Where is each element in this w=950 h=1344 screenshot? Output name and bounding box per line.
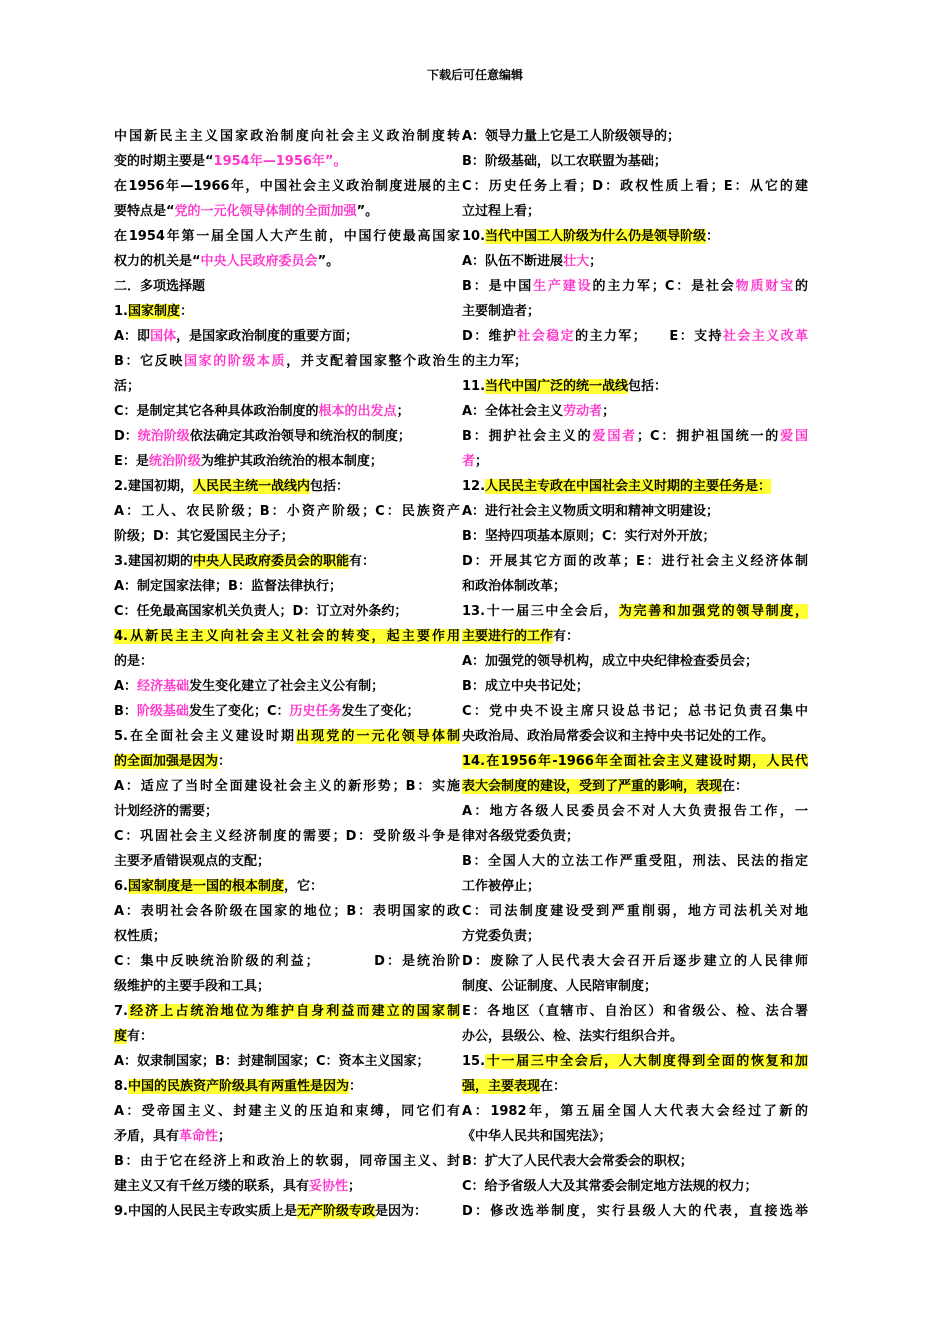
text-span: B：它反映 <box>114 354 184 369</box>
text-line <box>462 124 808 149</box>
text-span: 依法确定其政治领导和统治权的制度； <box>189 429 411 444</box>
text-span: A： <box>114 679 138 694</box>
text-span: A：受帝国主义、封建主义的压迫和束缚，同它们有 <box>114 1104 460 1119</box>
text-line <box>462 224 808 249</box>
text-line <box>462 324 808 349</box>
text-span: 7. <box>114 1004 128 1019</box>
text-span: 11. <box>462 379 486 394</box>
text-span: A：奴隶制国家；B：封建制国家；C：资本主义国家； <box>114 1054 430 1069</box>
text-span: ： <box>218 754 232 769</box>
text-line <box>114 599 460 624</box>
text-line <box>462 1074 808 1099</box>
text-line <box>114 624 460 649</box>
text-span: A：地方各级人民委员会不对人大负责报告工作，一 <box>462 804 808 819</box>
text-span: D：维护 <box>462 329 518 344</box>
text-line <box>462 574 808 599</box>
text-span: 15. <box>462 1054 486 1069</box>
text-span: A：表明社会各阶级在国家的地位；B：表明国家的政 <box>114 904 460 919</box>
text-line <box>462 299 808 324</box>
text-line <box>114 574 460 599</box>
emphasis-text: 1954年—1956年”。 <box>213 154 347 169</box>
text-line <box>114 274 460 299</box>
highlighted-text: 度 <box>114 1029 128 1044</box>
highlighted-text: 出现党的一元化领导体制 <box>296 729 460 744</box>
emphasis-text: 者 <box>462 454 476 469</box>
emphasis-text: 阶级基础 <box>136 704 189 719</box>
text-span: 主要制造者； <box>462 304 541 319</box>
text-line <box>462 1099 808 1124</box>
text-span: 发生变化建立了社会主义公有制； <box>189 679 385 694</box>
text-span: 6. <box>114 879 128 894</box>
text-span: B：扩大了人民代表大会常委会的职权； <box>462 1154 693 1169</box>
text-span: 建主义又有千丝万缕的联系，具有 <box>114 1179 310 1194</box>
text-line <box>114 749 460 774</box>
text-line <box>462 474 808 499</box>
emphasis-text: 物质财宝 <box>735 279 795 294</box>
highlighted-text: 当代中国广泛的统一战线 <box>485 379 629 394</box>
emphasis-text: 中央人民政府委员会 <box>200 254 318 269</box>
text-line <box>462 424 808 449</box>
text-span: B：是中国 <box>462 279 534 294</box>
text-line <box>462 974 808 999</box>
text-line <box>114 399 460 424</box>
text-span: ，是国家政治制度的重要方面； <box>176 329 359 344</box>
text-span: 二．多项选择题 <box>114 279 206 294</box>
text-line <box>114 299 460 324</box>
highlighted-text: 强，主要表现 <box>462 1079 541 1094</box>
text-span: 有： <box>127 1029 154 1044</box>
text-span: B：成立中央书记处； <box>462 679 589 694</box>
highlighted-text: 人民民主专政在中国社会主义时期的主要任务是： <box>485 479 772 494</box>
text-span: ； <box>589 254 603 269</box>
text-span: 包括： <box>310 479 350 494</box>
text-line <box>114 724 460 749</box>
text-span: 《中华人民共和国宪法》； <box>462 1129 612 1144</box>
text-line <box>462 174 808 199</box>
text-span: 的主力军； E：支持 <box>575 329 723 344</box>
text-line <box>462 874 808 899</box>
text-line <box>114 874 460 899</box>
text-line <box>462 449 808 474</box>
text-span: 在： <box>722 779 749 794</box>
text-span: ”。 <box>317 254 340 269</box>
text-span: C：集中反映统治阶级的利益； D：是统治阶 <box>114 954 460 969</box>
text-span: 在： <box>540 1079 567 1094</box>
text-span: 的 <box>794 279 808 294</box>
emphasis-text: 国体 <box>150 329 177 344</box>
text-line <box>462 249 808 274</box>
text-span: ，它： <box>284 879 324 894</box>
text-span: A：加强党的领导机构，成立中央纪律检查委员会； <box>462 654 759 669</box>
text-span: 方党委负责； <box>462 929 541 944</box>
text-span: 律对各级党委负责； <box>462 829 580 844</box>
highlighted-text: 主要进行的工作 <box>462 629 554 644</box>
text-span: ： <box>349 1079 363 1094</box>
text-line <box>462 674 808 699</box>
text-span: 要特点是“ <box>114 204 175 219</box>
text-line <box>114 549 460 574</box>
text-line <box>114 1074 460 1099</box>
text-line <box>114 949 460 974</box>
emphasis-text: 历史任务 <box>289 704 342 719</box>
text-line <box>462 949 808 974</box>
text-span: ，并支配着国家整个政治生 <box>286 354 460 369</box>
text-span: B：阶级基础，以工农联盟为基础； <box>462 154 667 169</box>
text-line <box>462 274 808 299</box>
text-line <box>462 699 808 724</box>
text-line <box>114 699 460 724</box>
highlighted-text: 中国的民族资产阶级具有两重性是因为 <box>127 1079 349 1094</box>
text-line <box>114 374 460 399</box>
text-span: 办公，县级公、检、法实行组织合并。 <box>462 1029 684 1044</box>
text-line <box>114 824 460 849</box>
text-span: 在1956年—1966年，中国社会主义政治制度进展的主 <box>114 179 460 194</box>
highlighted-text: 人民民主统一战线内 <box>192 479 310 494</box>
text-span: B：拥护社会主义的 <box>462 429 593 444</box>
text-span: C：任免最高国家机关负责人；D：订立对外条约； <box>114 604 408 619</box>
text-span: D：废除了人民代表大会召开后逐步建立的人民律师 <box>462 954 808 969</box>
text-line <box>462 499 808 524</box>
text-line <box>462 1174 808 1199</box>
text-span: 3.建国初期的 <box>114 554 193 569</box>
highlighted-text: 表大会制度的建设，受到了严重的影响，表现 <box>462 779 723 794</box>
highlighted-text: 4.从新民主主义向社会主义社会的转变，起主要作用 <box>114 629 460 644</box>
text-span: ； <box>396 404 410 419</box>
text-line <box>114 449 460 474</box>
text-span: 的主力军； <box>462 354 528 369</box>
text-span: 变的时期主要是“ <box>114 154 214 169</box>
highlighted-text: 国家制度是一国的根本制度 <box>127 879 284 894</box>
text-span: 制度、公证制度、人民陪审制度； <box>462 979 658 994</box>
text-line <box>114 774 460 799</box>
text-line <box>462 599 808 624</box>
text-line <box>114 1099 460 1124</box>
text-line <box>114 1049 460 1074</box>
text-span: A：工人、农民阶级；B：小资产阶级；C：民族资产 <box>114 504 460 519</box>
text-span: A：适应了当时全面建设社会主义的新形势；B：实施 <box>114 779 460 794</box>
text-line <box>114 149 460 174</box>
right-column <box>462 124 808 1224</box>
text-span: A：队伍不断进展 <box>462 254 564 269</box>
text-span: ： <box>706 229 720 244</box>
emphasis-text: 妥协性 <box>309 1179 349 1194</box>
text-line <box>114 974 460 999</box>
text-span: ； <box>602 404 616 419</box>
text-line <box>462 199 808 224</box>
text-line <box>114 474 460 499</box>
text-line <box>462 349 808 374</box>
text-span: C：是制定其它各种具体政治制度的 <box>114 404 319 419</box>
text-span: 权性质； <box>114 929 167 944</box>
highlighted-text: 中央人民政府委员会的职能 <box>192 554 349 569</box>
text-span: E：各地区（直辖市、自治区）和省级公、检、法合署 <box>462 1004 808 1019</box>
text-span: 10. <box>462 229 486 244</box>
text-span: 主要矛盾错误观点的支配； <box>114 854 271 869</box>
text-span: 级维护的主要手段和工具； <box>114 979 271 994</box>
text-span: A：领导力量上它是工人阶级领导的； <box>462 129 681 144</box>
text-line <box>114 649 460 674</box>
text-span: 是因为： <box>375 1204 428 1219</box>
text-line <box>462 1149 808 1174</box>
emphasis-text: 国家的阶级本质 <box>183 354 287 369</box>
text-line <box>462 649 808 674</box>
text-span: 工作被停止； <box>462 879 541 894</box>
text-span: ： <box>180 304 194 319</box>
text-span: 的主力军；C：是社会 <box>592 279 736 294</box>
text-span: ； <box>475 454 489 469</box>
left-column <box>114 124 460 1224</box>
text-line <box>462 149 808 174</box>
highlighted-text: 为完善和加强党的领导制度， <box>618 604 808 619</box>
text-line <box>114 424 460 449</box>
text-line <box>114 899 460 924</box>
text-span: 包括： <box>628 379 668 394</box>
emphasis-text: 经济基础 <box>137 679 190 694</box>
text-span: C：历史任务上看；D：政权性质上看；E：从它的建 <box>462 179 808 194</box>
highlighted-text: 国家制度 <box>127 304 180 319</box>
text-line <box>114 849 460 874</box>
text-span: 有： <box>349 554 376 569</box>
text-span: ； <box>348 1179 362 1194</box>
text-span: 为维护其政治统治的根本制度； <box>200 454 383 469</box>
text-span: 的是： <box>114 654 154 669</box>
text-line <box>114 1024 460 1049</box>
text-line <box>114 1199 460 1224</box>
text-line <box>462 1124 808 1149</box>
text-span: D：修改选举制度，实行县级人大的代表，直接选举 <box>462 1204 808 1219</box>
text-line <box>114 199 460 224</box>
text-line <box>114 674 460 699</box>
text-span: 9.中国的人民民主专政实质上是 <box>114 1204 297 1219</box>
text-span: 矛盾，具有 <box>114 1129 180 1144</box>
highlighted-text: 当代中国工人阶级为什么仍是领导阶级 <box>485 229 707 244</box>
text-span: 央政治局、政治局常委会议和主持中央书记处的工作。 <box>462 729 775 744</box>
text-span: 有： <box>553 629 580 644</box>
text-line <box>462 1024 808 1049</box>
emphasis-text: 壮大 <box>563 254 590 269</box>
text-span: A：制定国家法律；B：监督法律执行； <box>114 579 342 594</box>
text-span: A：进行社会主义物质文明和精神文明建设； <box>462 504 720 519</box>
text-span: 阶级；D：其它爱国民主分子； <box>114 529 294 544</box>
text-line <box>462 999 808 1024</box>
emphasis-text: 爱国 <box>780 429 808 444</box>
text-span: A：全体社会主义 <box>462 404 564 419</box>
text-line <box>114 799 460 824</box>
text-line <box>114 999 460 1024</box>
text-line <box>114 924 460 949</box>
text-span: 权力的机关是“ <box>114 254 201 269</box>
text-line <box>114 1174 460 1199</box>
page-header: 下载后可任意编辑 <box>426 68 523 82</box>
text-line <box>462 924 808 949</box>
text-span: 计划经济的需要； <box>114 804 219 819</box>
text-span: C：司法制度建设受到严重削弱，地方司法机关对地 <box>462 904 808 919</box>
text-span: B： <box>114 704 137 719</box>
text-span: 8. <box>114 1079 128 1094</box>
highlighted-text: 经济上占统治地位为维护自身利益而建立的国家制 <box>127 1004 460 1019</box>
highlighted-text: 14.在1956年-1966年全面社会主义建设时期，人民代 <box>462 754 808 769</box>
text-line <box>462 799 808 824</box>
text-line <box>462 724 808 749</box>
text-span: E：是 <box>114 454 149 469</box>
text-span: 13.十一届三中全会后， <box>462 604 619 619</box>
text-line <box>462 399 808 424</box>
emphasis-text: 革命性 <box>179 1129 219 1144</box>
text-span: D：开展其它方面的改革；E：进行社会主义经济体制 <box>462 554 808 569</box>
text-span: C：党中央不设主席只设总书记；总书记负责召集中 <box>462 704 808 719</box>
text-line <box>114 124 460 149</box>
emphasis-text: 社会主义改革 <box>722 329 808 344</box>
text-span: B：全国人大的立法工作严重受阻，刑法、民法的指定 <box>462 854 808 869</box>
emphasis-text: 统治阶级 <box>137 429 190 444</box>
text-line <box>114 249 460 274</box>
text-line <box>462 899 808 924</box>
text-span: 12. <box>462 479 486 494</box>
text-line <box>462 374 808 399</box>
text-line <box>114 349 460 374</box>
highlighted-text: 无产阶级专政 <box>296 1204 375 1219</box>
text-line <box>114 1124 460 1149</box>
text-span: 在1954年第一届全国人大产生前，中国行使最高国家 <box>114 229 460 244</box>
text-span: 5.在全面社会主义建设时期 <box>114 729 297 744</box>
text-line <box>462 749 808 774</box>
text-line <box>462 774 808 799</box>
text-line <box>462 1199 808 1224</box>
text-line <box>462 524 808 549</box>
emphasis-text: 党的一元化领导体制的全面加强 <box>174 204 357 219</box>
text-line <box>114 224 460 249</box>
text-span: 立过程上看； <box>462 204 541 219</box>
text-line <box>114 174 460 199</box>
text-span: B：坚持四项基本原则；C：实行对外开放； <box>462 529 716 544</box>
emphasis-text: 社会稳定 <box>517 329 576 344</box>
emphasis-text: 统治阶级 <box>148 454 201 469</box>
text-span: A：即 <box>114 329 151 344</box>
text-span: C：巩固社会主义经济制度的需要；D：受阶级斗争是 <box>114 829 460 844</box>
text-line <box>114 499 460 524</box>
emphasis-text: 根本的出发点 <box>318 404 397 419</box>
text-span: 和政治体制改革； <box>462 579 567 594</box>
text-span: A：1982年，第五届全国人大代表大会经过了新的 <box>462 1104 808 1119</box>
text-line <box>462 624 808 649</box>
text-span: 2.建国初期， <box>114 479 193 494</box>
emphasis-text: 劳动者 <box>563 404 603 419</box>
text-span: B：由于它在经济上和政治上的软弱，同帝国主义、封 <box>114 1154 460 1169</box>
text-span: 发生了变化； <box>341 704 420 719</box>
text-line <box>114 524 460 549</box>
text-span: 活； <box>114 379 141 394</box>
text-span: ； <box>218 1129 232 1144</box>
highlighted-text: 的全面加强是因为 <box>114 754 219 769</box>
text-span: C：给予省级人大及其常委会制定地方法规的权力； <box>462 1179 758 1194</box>
text-span: ；C：拥护祖国统一的 <box>637 429 781 444</box>
text-span: 中国新民主主义国家政治制度向社会主义政治制度转 <box>114 129 460 144</box>
text-span: 1. <box>114 304 128 319</box>
text-line <box>462 824 808 849</box>
text-span: 发生了变化；C： <box>188 704 290 719</box>
text-line <box>462 549 808 574</box>
text-line <box>462 849 808 874</box>
emphasis-text: 生产建设 <box>533 279 593 294</box>
text-line <box>114 324 460 349</box>
text-line <box>462 1049 808 1074</box>
text-span: D： <box>114 429 138 444</box>
text-span: ”。 <box>356 204 379 219</box>
highlighted-text: 十一届三中全会后，人大制度得到全面的恢复和加 <box>485 1054 808 1069</box>
emphasis-text: 爱国者 <box>592 429 638 444</box>
text-line <box>114 1149 460 1174</box>
